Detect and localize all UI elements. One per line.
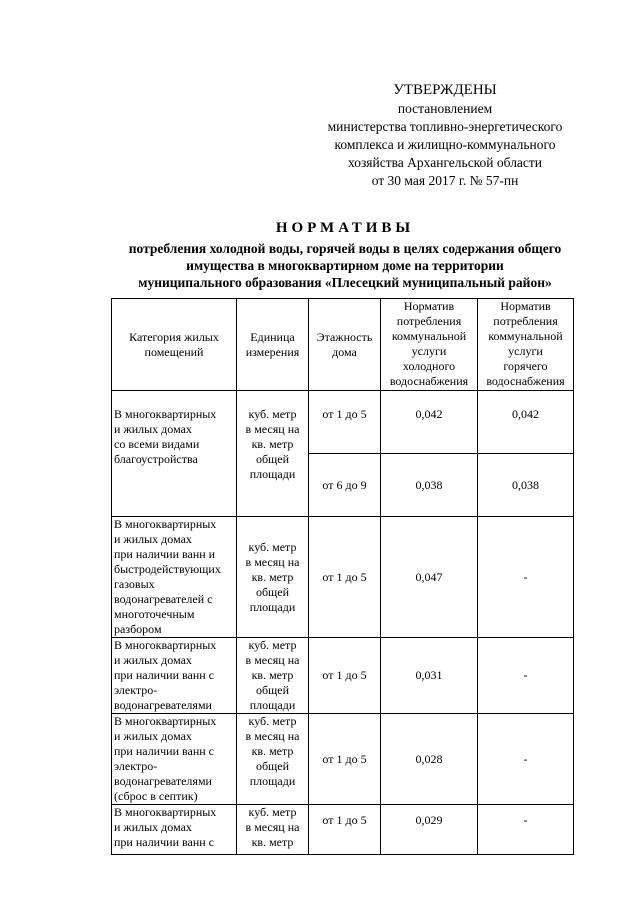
cell-text: при наличии ванн с	[114, 835, 214, 849]
header-text: Норматив	[500, 299, 551, 313]
row-category	[112, 638, 237, 714]
cell-text: при наличии ванн и	[114, 547, 216, 561]
header-text: коммунальной	[488, 329, 563, 343]
header-cold-water	[381, 299, 478, 391]
cell-text: и жилых домах	[114, 422, 192, 436]
cell-text: общей	[255, 584, 290, 599]
row-hot-norm: -	[478, 805, 574, 855]
cell-text: площади	[249, 698, 296, 712]
cell-text: в месяц на	[245, 820, 300, 834]
header-text: дома	[332, 344, 357, 359]
cell-text: разбором	[114, 622, 162, 636]
document-subtitle-line: имущества в многоквартирном доме на территории	[186, 258, 504, 273]
cell-text: газовых	[114, 577, 155, 591]
header-text: горячего	[503, 359, 548, 373]
approval-line: министерства топливно-энергетического	[327, 119, 563, 134]
cell-text: площади	[249, 774, 296, 788]
cell-text: в месяц на	[245, 554, 300, 569]
cell-text: и жилых домах	[114, 729, 192, 743]
cell-text: куб. метр	[248, 407, 297, 421]
cell-text: В многоквартирных	[114, 517, 217, 531]
header-text: потребления	[396, 314, 462, 328]
row-floors: от 1 до 5	[309, 714, 381, 805]
cell-text: кв. метр	[251, 668, 294, 682]
header-text: Норматив	[403, 299, 455, 313]
cell-text: кв. метр	[251, 744, 294, 758]
table-row	[112, 517, 574, 638]
cell-text: водонагревателей с	[114, 592, 213, 606]
cell-text: площади	[249, 467, 296, 481]
cell-text: кв. метр	[251, 437, 294, 451]
cell-text: со всеми видами	[114, 437, 200, 451]
header-category	[112, 299, 237, 391]
table-row	[112, 714, 574, 805]
cell-text: в месяц на	[245, 729, 300, 743]
header-text: водоснабжения	[486, 374, 565, 388]
header-text: холодного	[402, 359, 456, 373]
approval-line: комплекса и жилищно-коммунального	[334, 137, 556, 152]
row-hot-norm: 0,038	[478, 454, 574, 517]
row-unit	[237, 805, 309, 855]
header-text: потребления	[493, 314, 558, 328]
cell-text: куб. метр	[248, 805, 297, 819]
cell-text: благоустройства	[114, 452, 198, 466]
row-floors: от 1 до 5	[309, 638, 381, 714]
row-cold-norm: 0,042	[381, 391, 478, 454]
header-text: Единица	[250, 329, 295, 344]
cell-text: в месяц на	[245, 422, 300, 436]
cell-text: общей	[255, 683, 290, 697]
approval-date-line: от 30 мая 2017 г. № 57-пн	[371, 173, 519, 188]
document-title-block	[80, 218, 610, 291]
header-hot-water	[478, 299, 574, 391]
document-subtitle-line: потребления холодной воды, горячей воды в целях содержания общего	[128, 241, 562, 256]
document-subtitle-line: муниципального образования «Плесецкий муниципальный район»	[138, 275, 552, 290]
cell-text: многоточечным	[114, 607, 195, 621]
cell-text: кв. метр	[251, 835, 294, 849]
table-row	[112, 391, 574, 454]
cell-text: в месяц на	[245, 653, 300, 667]
header-text: коммунальной	[391, 329, 467, 343]
cell-text: В многоквартирных	[114, 805, 217, 819]
header-text: Категория жилых	[129, 329, 219, 344]
cell-text: электро-	[114, 683, 158, 697]
header-text: измерения	[245, 344, 300, 359]
cell-text: и жилых домах	[114, 532, 192, 546]
cell-text: быстродействующих	[114, 562, 221, 576]
row-hot-norm: -	[478, 638, 574, 714]
header-text: помещений	[144, 344, 204, 359]
row-unit	[237, 391, 309, 517]
document-title: НОРМАТИВЫ	[275, 220, 415, 236]
cell-text: общей	[255, 759, 290, 773]
row-unit	[237, 714, 309, 805]
approval-line: постановлением	[397, 101, 493, 116]
cell-text: куб. метр	[248, 714, 297, 728]
row-category	[112, 517, 237, 638]
cell-text: В многоквартирных	[114, 407, 217, 421]
table-row	[112, 638, 574, 714]
cell-text: В многоквартирных	[114, 714, 217, 728]
approval-line: хозяйства Архангельской области	[347, 155, 543, 170]
row-floors: от 1 до 5	[309, 391, 381, 454]
cell-text: общей	[255, 452, 290, 466]
row-category	[112, 805, 237, 855]
row-unit	[237, 517, 309, 638]
row-unit	[237, 638, 309, 714]
cell-text: и жилых домах	[114, 653, 192, 667]
row-cold-norm: 0,029	[381, 805, 478, 855]
cell-text: водонагревателями	[114, 698, 212, 712]
approval-heading: УТВЕРЖДЕНЫ	[393, 82, 497, 98]
header-text: Этажность	[316, 329, 373, 344]
row-category	[112, 391, 237, 517]
row-floors: от 1 до 5	[309, 517, 381, 638]
cell-text: кв. метр	[251, 569, 294, 584]
row-cold-norm: 0,038	[381, 454, 478, 517]
row-category	[112, 714, 237, 805]
cell-text: (сброс в септик)	[114, 789, 198, 803]
table-row	[112, 805, 574, 855]
cell-text: водонагревателями	[114, 774, 212, 788]
cell-text: при наличии ванн с	[114, 744, 214, 758]
row-floors: от 1 до 5	[309, 805, 381, 855]
row-cold-norm: 0,031	[381, 638, 478, 714]
header-text: водоснабжения	[389, 374, 469, 388]
row-hot-norm: 0,042	[478, 391, 574, 454]
header-text: услуги	[411, 344, 447, 358]
cell-text: и жилых домах	[114, 820, 192, 834]
cell-text: куб. метр	[248, 539, 297, 554]
header-floors	[309, 299, 381, 391]
row-hot-norm: -	[478, 517, 574, 638]
cell-text: площади	[249, 599, 296, 614]
row-cold-norm: 0,047	[381, 517, 478, 638]
row-cold-norm: 0,028	[381, 714, 478, 805]
approval-block	[300, 80, 590, 190]
row-hot-norm: -	[478, 714, 574, 805]
cell-text: при наличии ванн с	[114, 668, 214, 682]
table-header-row	[112, 299, 574, 391]
norms-table	[111, 298, 574, 855]
header-text: услуги	[508, 344, 543, 358]
header-unit	[237, 299, 309, 391]
row-floors: от 6 до 9	[309, 454, 381, 517]
cell-text: куб. метр	[248, 638, 297, 652]
cell-text: В многоквартирных	[114, 638, 217, 652]
cell-text: электро-	[114, 759, 158, 773]
